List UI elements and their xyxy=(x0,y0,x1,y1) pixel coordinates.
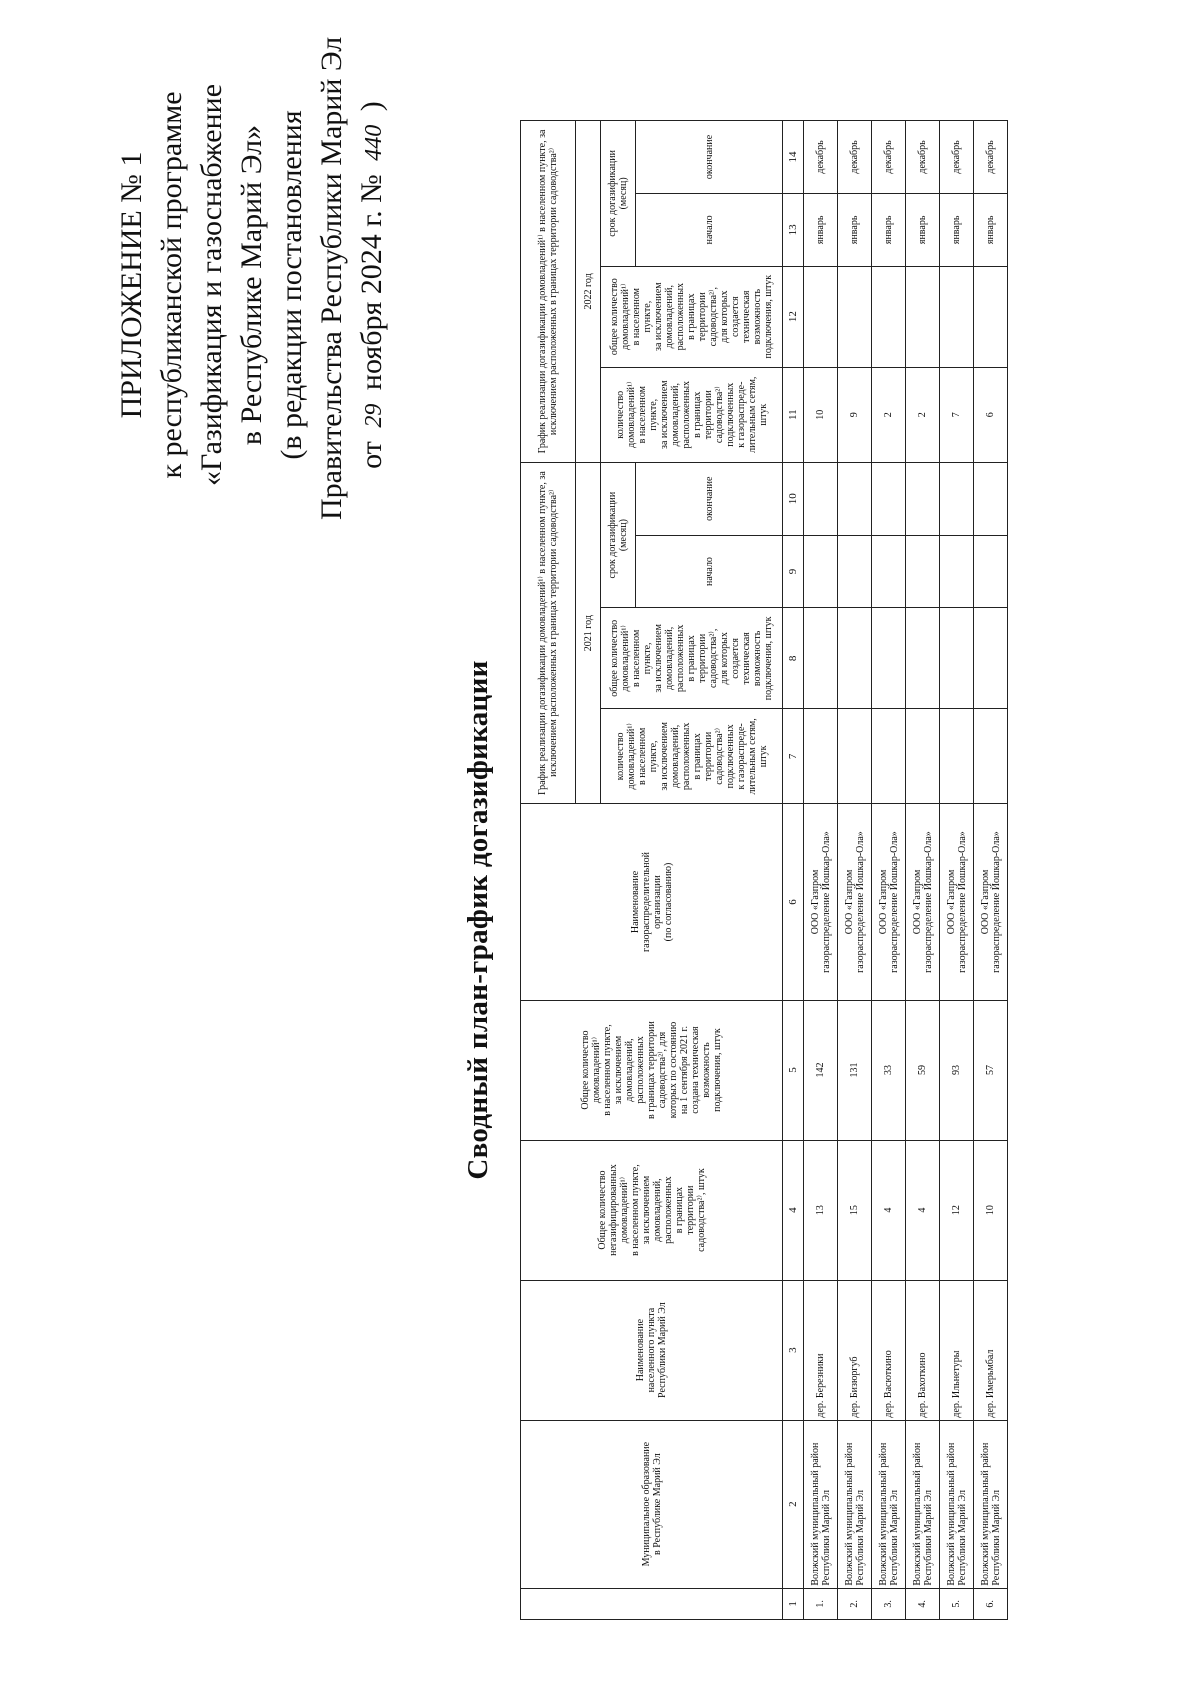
row-start-2022: январь xyxy=(838,193,872,266)
header-year-2022: 2022 год xyxy=(576,121,601,463)
header-end-2022: окончание xyxy=(636,121,783,194)
row-start-2021 xyxy=(804,535,838,608)
row-number: 4. xyxy=(906,1588,940,1619)
header-settlement: Наименование населенного пункта Республики Марий Эл xyxy=(521,1280,783,1420)
row-connected-2021 xyxy=(804,709,838,804)
date-prefix: от xyxy=(355,441,388,469)
table-row xyxy=(940,121,974,1620)
row-municipality: Волжский муниципальный район Республики Марий Эл xyxy=(804,1420,838,1588)
row-possible: 142 xyxy=(804,1000,838,1140)
header-year-2021: 2021 год xyxy=(576,462,601,804)
row-connected-2022: 7 xyxy=(940,367,974,462)
column-number: 12 xyxy=(783,266,804,367)
table-row xyxy=(838,121,872,1620)
row-settlement: дер. Ильнетуры xyxy=(940,1280,974,1420)
row-settlement: дер. Васюткино xyxy=(872,1280,906,1420)
column-number: 13 xyxy=(783,193,804,266)
row-start-2022: январь xyxy=(974,193,1008,266)
column-numbers-row xyxy=(783,121,804,1620)
table-row xyxy=(974,121,1008,1620)
row-org: ООО «Газпром газораспределение Йошкар-Ола» xyxy=(872,804,906,1000)
header-municipality: Муниципальное образование в Республике Марий Эл xyxy=(521,1420,783,1588)
row-end-2022: декабрь xyxy=(838,121,872,194)
row-end-2022: декабрь xyxy=(906,121,940,194)
row-negasified: 4 xyxy=(906,1140,940,1280)
row-end-2021 xyxy=(974,462,1008,535)
header-total-2021: общее количество домовладений¹⁾ в населенном пункте, за исключением домовладений, расположенных в границах территории садоводства²⁾, для которых создается техническая возможность подключения, штук xyxy=(601,608,783,709)
column-number: 1 xyxy=(783,1588,804,1619)
row-start-2021 xyxy=(906,535,940,608)
row-end-2022: декабрь xyxy=(804,121,838,194)
row-connected-2022: 9 xyxy=(838,367,872,462)
appendix-line-5: (в редакции постановления xyxy=(275,110,308,460)
table-row xyxy=(906,121,940,1620)
gasification-table xyxy=(520,120,1008,1620)
row-number: 2. xyxy=(838,1588,872,1619)
row-total-2021 xyxy=(838,608,872,709)
row-connected-2022: 6 xyxy=(974,367,1008,462)
row-start-2022: январь xyxy=(872,193,906,266)
row-number: 5. xyxy=(940,1588,974,1619)
row-negasified: 12 xyxy=(940,1140,974,1280)
row-start-2021 xyxy=(940,535,974,608)
table-body xyxy=(804,121,1008,1620)
row-possible: 57 xyxy=(974,1000,1008,1140)
row-negasified: 10 xyxy=(974,1140,1008,1280)
row-total-2022 xyxy=(906,266,940,367)
header-term-2021: срок догазификации (месяц) xyxy=(601,462,636,608)
column-number: 8 xyxy=(783,608,804,709)
header-start-2022: начало xyxy=(636,193,783,266)
row-org: ООО «Газпром газораспределение Йошкар-Ола» xyxy=(974,804,1008,1000)
row-connected-2021 xyxy=(906,709,940,804)
column-number: 10 xyxy=(783,462,804,535)
row-connected-2021 xyxy=(940,709,974,804)
appendix-line-4: в Республике Марий Эл» xyxy=(235,124,268,446)
table-row xyxy=(804,121,838,1620)
date-number: 440 xyxy=(361,124,387,161)
row-end-2022: декабрь xyxy=(940,121,974,194)
row-connected-2021 xyxy=(838,709,872,804)
page-title: Сводный план-график догазификации xyxy=(462,660,494,1180)
header-group-2022: График реализации догазификации домовладений¹⁾ в населенном пункте, за исключением расположенных в границах территории садоводства²⁾ xyxy=(521,121,576,463)
row-settlement: дер. Имерьмбал xyxy=(974,1280,1008,1420)
header-negasified: Общее количество негазифицированных домовладений¹⁾ в населенном пункте, за исключением домовладений, расположенных в границах территории садоводства²⁾, штук xyxy=(521,1140,783,1280)
table-row xyxy=(872,121,906,1620)
header-end-2021: окончание xyxy=(636,462,783,535)
date-day: 29 xyxy=(361,403,387,428)
row-total-2022 xyxy=(838,266,872,367)
row-org: ООО «Газпром газораспределение Йошкар-Ола» xyxy=(838,804,872,1000)
row-total-2021 xyxy=(906,608,940,709)
row-total-2022 xyxy=(804,266,838,367)
header-possible: Общее количество домовладений¹⁾ в населенном пункте, за исключением домовладений, расположенных в границах территории садоводства²⁾, для которых по состоянию на 1 сентября 2021 г. создана техническая возможность подключения, штук xyxy=(521,1000,783,1140)
column-number: 2 xyxy=(783,1420,804,1588)
row-end-2022: декабрь xyxy=(872,121,906,194)
header-col-1 xyxy=(521,1588,783,1619)
header-connected-2022: количество домовладений¹⁾ в населенном пункте, за исключением домовладений, расположенных в границах территории садоводства²⁾ подключенных к газораспреде- лительным сетям, штук xyxy=(601,367,783,462)
row-end-2021 xyxy=(906,462,940,535)
row-settlement: дер. Бизюргуб xyxy=(838,1280,872,1420)
row-connected-2022: 2 xyxy=(872,367,906,462)
row-municipality: Волжский муниципальный район Республики Марий Эл xyxy=(940,1420,974,1588)
appendix-line-2: к республиканской программе xyxy=(155,91,188,479)
row-possible: 33 xyxy=(872,1000,906,1140)
column-number: 6 xyxy=(783,804,804,1000)
row-start-2021 xyxy=(838,535,872,608)
row-end-2021 xyxy=(872,462,906,535)
row-municipality: Волжский муниципальный район Республики Марий Эл xyxy=(838,1420,872,1588)
row-municipality: Волжский муниципальный район Республики Марий Эл xyxy=(974,1420,1008,1588)
row-start-2022: январь xyxy=(804,193,838,266)
row-total-2022 xyxy=(974,266,1008,367)
row-municipality: Волжский муниципальный район Республики Марий Эл xyxy=(872,1420,906,1588)
row-end-2021 xyxy=(804,462,838,535)
row-total-2021 xyxy=(872,608,906,709)
appendix-line-1: ПРИЛОЖЕНИЕ № 1 xyxy=(115,151,148,419)
row-total-2022 xyxy=(872,266,906,367)
row-connected-2021 xyxy=(872,709,906,804)
row-connected-2022: 2 xyxy=(906,367,940,462)
row-org: ООО «Газпром газораспределение Йошкар-Ола» xyxy=(906,804,940,1000)
header-start-2021: начало xyxy=(636,535,783,608)
appendix-line-3: «Газификация и газоснабжение xyxy=(195,83,228,487)
row-number: 6. xyxy=(974,1588,1008,1619)
row-end-2021 xyxy=(940,462,974,535)
row-end-2021 xyxy=(838,462,872,535)
appendix-line-6: Правительства Республики Марий Эл xyxy=(315,36,348,520)
row-start-2022: январь xyxy=(940,193,974,266)
header-connected-2021: количество домовладений¹⁾ в населенном пункте, за исключением домовладений, расположенных в границах территории садоводства²⁾ подключенных к газораспреде- лительным сетям, штук xyxy=(601,709,783,804)
column-number: 7 xyxy=(783,709,804,804)
column-number: 9 xyxy=(783,535,804,608)
column-number: 5 xyxy=(783,1000,804,1140)
date-close: ) xyxy=(355,101,388,112)
header-group-2021: График реализации догазификации домовладений¹⁾ в населенном пункте, за исключением расположенных в границах территории садоводства²⁾ xyxy=(521,462,576,804)
row-settlement: дер. Березники xyxy=(804,1280,838,1420)
header-org: Наименование газораспределительной организации (по согласованию) xyxy=(521,804,783,1000)
column-number: 14 xyxy=(783,121,804,194)
row-total-2021 xyxy=(940,608,974,709)
row-connected-2021 xyxy=(974,709,1008,804)
column-number: 3 xyxy=(783,1280,804,1420)
row-end-2022: декабрь xyxy=(974,121,1008,194)
column-number: 4 xyxy=(783,1140,804,1280)
header-total-2022: общее количество домовладений¹⁾ в населенном пункте, за исключением домовладений, расположенных в границах территории садоводства²⁾, для которых создается техническая возможность подключения, штук xyxy=(601,266,783,367)
row-settlement: дер. Вахоткино xyxy=(906,1280,940,1420)
header-term-2022: срок догазификации (месяц) xyxy=(601,121,636,267)
row-start-2021 xyxy=(974,535,1008,608)
row-possible: 131 xyxy=(838,1000,872,1140)
row-number: 1. xyxy=(804,1588,838,1619)
row-start-2021 xyxy=(872,535,906,608)
row-possible: 59 xyxy=(906,1000,940,1140)
row-negasified: 4 xyxy=(872,1140,906,1280)
appendix-date-line xyxy=(352,50,394,520)
row-total-2021 xyxy=(974,608,1008,709)
date-month-year: ноября 2024 г. № xyxy=(355,174,388,391)
row-org: ООО «Газпром газораспределение Йошкар-Ола» xyxy=(940,804,974,1000)
row-total-2022 xyxy=(940,266,974,367)
row-total-2021 xyxy=(804,608,838,709)
column-number: 11 xyxy=(783,367,804,462)
row-start-2022: январь xyxy=(906,193,940,266)
row-negasified: 13 xyxy=(804,1140,838,1280)
row-possible: 93 xyxy=(940,1000,974,1140)
appendix-header xyxy=(112,36,394,520)
row-number: 3. xyxy=(872,1588,906,1619)
row-negasified: 15 xyxy=(838,1140,872,1280)
row-connected-2022: 10 xyxy=(804,367,838,462)
row-org: ООО «Газпром газораспределение Йошкар-Ола» xyxy=(804,804,838,1000)
row-municipality: Волжский муниципальный район Республики Марий Эл xyxy=(906,1420,940,1588)
